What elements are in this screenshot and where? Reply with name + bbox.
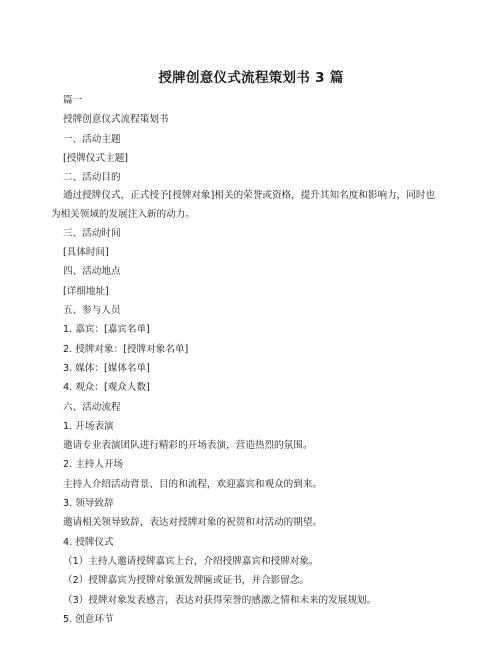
step-host-opening: 2. 主持人开场 bbox=[63, 459, 124, 471]
participant-media: 3. 媒体：[媒体名单] bbox=[63, 362, 150, 374]
step-leader-speech-desc: 邀请相关领导致辞，表达对授牌对象的祝贺和对活动的期望。 bbox=[63, 517, 323, 529]
heading-process: 六、活动流程 bbox=[63, 401, 121, 413]
theme-value: [授牌仪式主题] bbox=[63, 152, 129, 164]
plan-title: 授牌创意仪式流程策划书 bbox=[63, 114, 169, 126]
participant-audience: 4. 观众：[观众人数] bbox=[63, 382, 150, 394]
step-opening-performance: 1. 开场表演 bbox=[63, 420, 114, 432]
participant-recipients: 2. 授牌对象：[授牌对象名单] bbox=[63, 343, 189, 355]
step-opening-performance-desc: 邀请专业表演团队进行精彩的开场表演，营造热烈的氛围。 bbox=[63, 440, 313, 452]
time-value: [具体时间] bbox=[63, 247, 109, 259]
heading-purpose: 二、活动目的 bbox=[63, 172, 121, 184]
section-label: 篇一 bbox=[63, 95, 83, 106]
heading-time: 三、活动时间 bbox=[63, 227, 121, 239]
award-substep-2: （2）授牌嘉宾为授牌对象颁发牌匾或证书，并合影留念。 bbox=[63, 575, 309, 587]
participant-guests: 1. 嘉宾：[嘉宾名单] bbox=[63, 324, 150, 336]
heading-participants: 五、参与人员 bbox=[63, 305, 121, 317]
step-award-ceremony: 4. 授牌仪式 bbox=[63, 536, 114, 548]
award-substep-3: （3）授牌对象发表感言，表达对获得荣誉的感激之情和未来的发展规划。 bbox=[63, 594, 377, 606]
document-title: 授牌创意仪式流程策划书 3 篇 bbox=[158, 70, 344, 86]
heading-location: 四、活动地点 bbox=[63, 266, 121, 278]
heading-theme: 一、活动主题 bbox=[63, 133, 121, 145]
step-host-opening-desc: 主持人介绍活动背景、目的和流程，欢迎嘉宾和观众的到来。 bbox=[63, 478, 323, 490]
step-leader-speech: 3. 领导致辞 bbox=[63, 498, 114, 510]
location-value: [详细地址] bbox=[63, 285, 109, 297]
award-substep-1: （1）主持人邀请授牌嘉宾上台，介绍授牌嘉宾和授牌对象。 bbox=[63, 555, 319, 567]
step-creative-segment: 5. 创意环节 bbox=[63, 613, 114, 625]
purpose-paragraph: 通过授牌仪式，正式授予[授牌对象]相关的荣誉或资格，提升其知名度和影响力，同时也为相关领域的发展注入新的动力。 bbox=[51, 190, 436, 220]
document-body bbox=[51, 94, 443, 632]
